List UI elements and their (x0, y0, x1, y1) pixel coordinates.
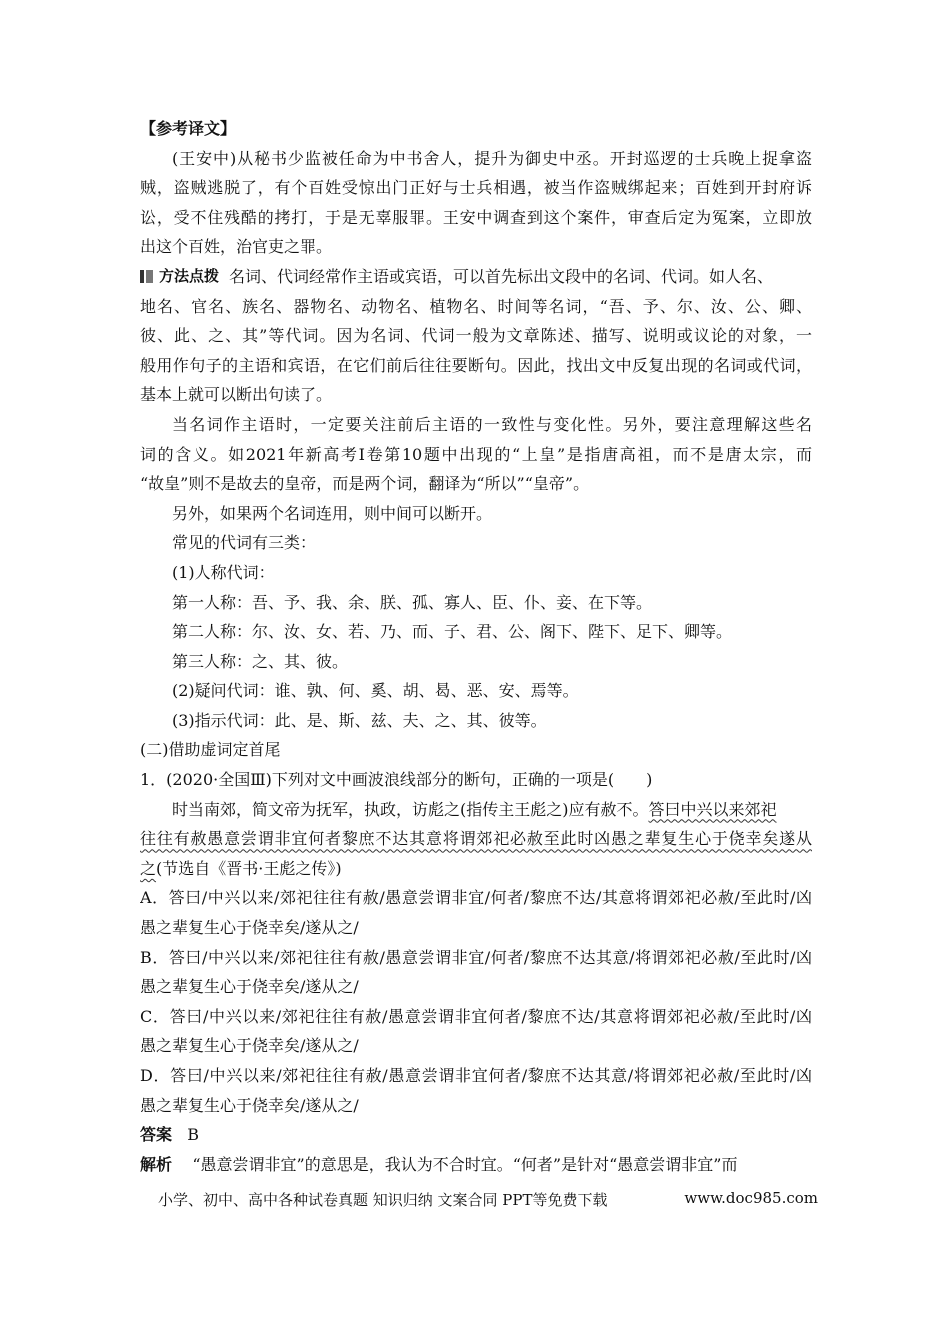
answer-value: B (187, 1125, 200, 1145)
method-para4: 常见的代词有三类： (172, 533, 317, 553)
method-para2-line: “故皇”则不是故去的皇帝，而是两个词，翻译为“所以”“皇帝”。 (140, 474, 590, 494)
footer-text: 小学、初中、高中各种试卷真题 知识归纳 文案合同 PPT等免费下载 (158, 1191, 608, 1209)
option-d-line1: D．答曰/中兴以来/郊祀往往有赦/愚意尝谓非宜何者/黎庶不达其意/将谓郊祀必赦/至此时/凶 (140, 1066, 812, 1085)
passage-line (140, 854, 812, 884)
method-para2-line: 当名词作主语时，一定要关注前后主语的一致性与变化性。另外，要注意理解这些名 (172, 414, 812, 434)
method-line: 地名、官名、族名、器物名、动物名、植物名、时间等名词，“吾、予、尔、汝、公、卿、 (140, 296, 812, 316)
pronoun-item: 第二人称：尔、汝、女、若、乃、而、子、君、公、阁下、陛下、足下、卿等。 (172, 622, 733, 642)
pronoun-item: 第一人称：吾、予、我、余、朕、孤、寡人、臣、仆、妾、在下等。 (172, 592, 653, 612)
pronoun-item: (1)人称代词： (172, 562, 275, 582)
answer-label: 答案 (140, 1125, 173, 1145)
analysis-line (140, 1150, 812, 1180)
method-first-line (140, 262, 812, 292)
document-page (140, 114, 812, 1179)
bookmark-bars-icon (140, 270, 153, 283)
question-stem: 1．(2020·全国Ⅲ)下列对文中画波浪线部分的断句，正确的一项是( ) (140, 770, 653, 790)
pronoun-item: (3)指示代词：此、是、斯、兹、夫、之、其、彼等。 (172, 710, 547, 730)
analysis-text: “愚意尝谓非宜”的意思是，我认为不合时宜。“何者”是针对“愚意尝谓非宜”而 (192, 1154, 738, 1174)
analysis-label: 解析 (140, 1154, 173, 1174)
option-c-line1: C．答曰/中兴以来/郊祀往往有赦/愚意尝谓非宜何者/黎庶不达/其意将谓郊祀必赦/至此时/凶 (140, 1006, 812, 1026)
passage-line (140, 824, 812, 854)
option-c-line2: 愚之辈复生心于侥幸矣/遂从之/ (140, 1036, 359, 1056)
option-b-line1: B．答曰/中兴以来/郊祀往往有赦/愚意尝谓非宜/何者/黎庶不达其意/将谓郊祀必赦/至此时/凶 (140, 947, 812, 967)
translation-line: 出这个百姓，治官吏之罪。 (140, 237, 333, 257)
pronoun-item: 第三人称：之、其、彼。 (172, 651, 349, 671)
method-text: 名词、代词经常作主语或宾语，可以首先标出文段中的名词、代词。如人名、 (229, 266, 774, 286)
wavy-underlined-text: 答曰中兴以来郊祀 (648, 799, 777, 819)
page-footer (158, 1189, 818, 1210)
method-line: 般用作句子的主语和宾语，在它们前后往往要断句。因此，找出文中反复出现的名词或代词， (140, 355, 812, 375)
wavy-underlined-text: 往往有赦愚意尝谓非宜何者黎庶不达其意将谓郊祀必赦至此时凶愚之辈复生心于侥幸矣遂从 (140, 829, 812, 849)
passage-line (140, 795, 812, 825)
option-b-line2: 愚之辈复生心于侥幸矣/遂从之/ (140, 977, 359, 997)
passage-source: (节选自《晋书·王彪之传》) (156, 858, 342, 878)
wavy-underlined-text: 之 (140, 858, 157, 878)
option-a-line2: 愚之辈复生心于侥幸矣/遂从之/ (140, 918, 359, 938)
translation-heading: 【参考译文】 (140, 119, 237, 138)
method-badge (140, 262, 219, 292)
answer-line (140, 1120, 812, 1150)
translation-line: 贼，盗贼逃脱了，有个百姓受惊出门正好与士兵相遇，被当作盗贼绑起来；百姓到开封府诉 (140, 178, 812, 198)
method-line: 基本上就可以断出句读了。 (140, 385, 333, 405)
method-para3: 另外，如果两个名词连用，则中间可以断开。 (172, 503, 493, 523)
pronoun-item: (2)疑问代词：谁、孰、何、奚、胡、曷、恶、安、焉等。 (172, 681, 579, 701)
option-a-line1: A．答曰/中兴以来/郊祀往往有赦/愚意尝谓非宜/何者/黎庶不达/其意将谓郊祀必赦/至此时/凶 (140, 888, 812, 908)
section-title: (二)借助虚词定首尾 (140, 740, 281, 760)
method-badge-label: 方法点拨 (159, 266, 220, 285)
translation-line: (王安中)从秘书少监被任命为中书舍人，提升为御史中丞。开封巡逻的士兵晚上捉拿盗 (172, 148, 812, 168)
footer-website-link[interactable]: www.doc985.com (684, 1189, 818, 1207)
method-para2-line: 词的含义。如2021年新高考Ⅰ卷第10题中出现的“上皇”是指唐高祖，而不是唐太宗，而 (140, 444, 812, 464)
method-line: 彼、此、之、其”等代词。因为名词、代词一般为文章陈述、描写、说明或议论的对象，一 (140, 326, 812, 346)
passage-plain-text: 时当南郊，简文帝为抚军，执政，访彪之(指传主王彪之)应有赦不。 (172, 799, 649, 819)
translation-line: 讼，受不住残酷的拷打，于是无辜服罪。王安中调查到这个案件，审查后定为冤案，立即放 (140, 207, 812, 227)
option-d-line2: 愚之辈复生心于侥幸矣/遂从之/ (140, 1095, 359, 1115)
